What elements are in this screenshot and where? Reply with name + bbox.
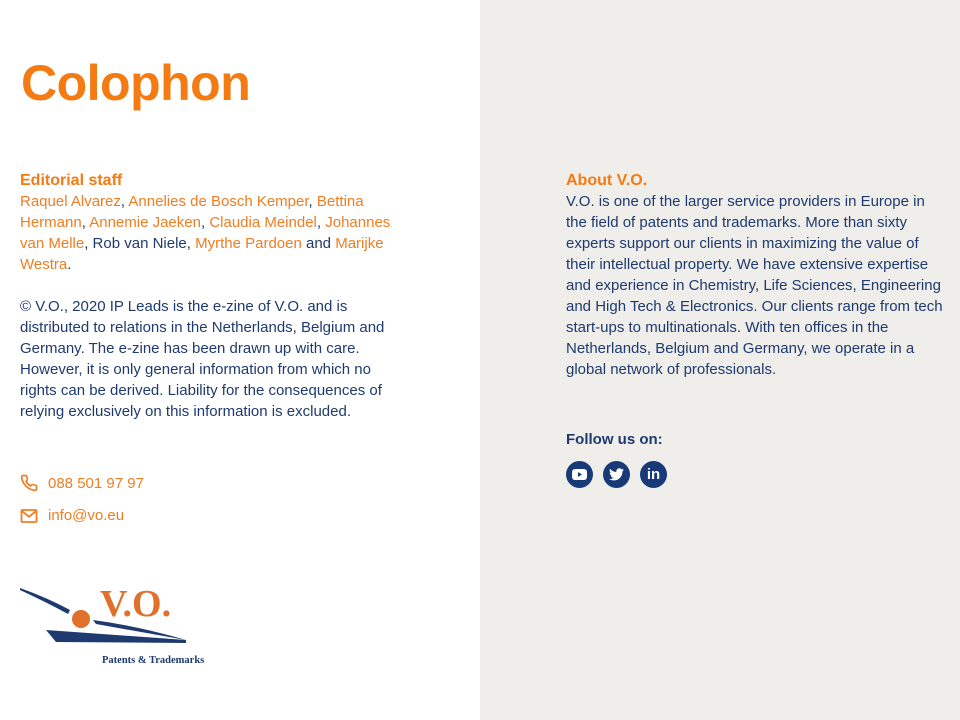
separator-text: , — [200, 214, 210, 231]
twitter-icon[interactable] — [603, 461, 630, 488]
staff-name-link[interactable]: Myrthe Pardoen — [195, 235, 302, 252]
staff-name-link[interactable]: Annemie Jaeken — [89, 214, 201, 231]
svg-text:V.O.: V.O. — [100, 583, 172, 625]
staff-name-link[interactable]: Johannes van Melle — [20, 214, 391, 252]
separator-text: , Rob van Niele, — [84, 235, 196, 252]
copyright-text: © V.O., 2020 IP Leads is the e-zine of V.O. and is distributed to relations in the Netherlands, Belgium and Germany. The e-zine has been drawn up with care. However, it is only general information from which no rights can be derived. Liability for the consequences of relying exclusively on this information is excluded. — [20, 298, 385, 420]
editorial-names — [20, 191, 400, 275]
linkedin-icon[interactable]: in — [640, 461, 667, 488]
phone-number: 088 501 97 97 — [48, 474, 144, 492]
separator-text: , — [316, 214, 326, 231]
about-text: V.O. is one of the larger service providers in Europe in the field of patents and trademarks. More than sixty experts support our clients in maximizing the value of their intellectual property. We have extensive expertise and experience in Chemistry, Life Sciences, Engineering and High Tech & Electronics. Our clients range from tech start-ups to multinationals. With ten offices in the Netherlands, Belgium and Germany, we operate in a global network of professionals. — [566, 193, 943, 378]
follow-label: Follow us on: — [566, 431, 663, 448]
separator-text: , — [81, 214, 90, 231]
staff-name-link[interactable]: Bettina Hermann — [20, 193, 364, 231]
staff-name-link[interactable]: Annelies de Bosch Kemper — [128, 193, 309, 210]
about-section — [566, 170, 946, 380]
separator-text: , — [120, 193, 129, 210]
about-heading: About V.O. — [566, 172, 648, 189]
phone-link[interactable] — [20, 474, 144, 492]
separator-text: , — [308, 193, 317, 210]
staff-name-link[interactable]: Raquel Alvarez — [20, 193, 121, 210]
mail-icon — [20, 508, 38, 524]
email-link[interactable] — [20, 507, 124, 524]
logo-tagline: Patents & Trademarks — [102, 655, 205, 666]
editorial-heading: Editorial staff — [20, 172, 123, 189]
youtube-icon[interactable] — [566, 461, 593, 488]
staff-name-link[interactable]: Marijke Westra — [20, 235, 384, 273]
page-title: Colophon — [21, 55, 251, 111]
vo-logo — [18, 582, 228, 677]
phone-icon — [20, 474, 38, 492]
editorial-staff — [20, 170, 400, 275]
separator-text: and — [301, 235, 336, 252]
separator-text: . — [67, 256, 72, 273]
staff-name-link[interactable]: Claudia Meindel — [209, 214, 317, 231]
email-address: info@vo.eu — [48, 507, 125, 524]
